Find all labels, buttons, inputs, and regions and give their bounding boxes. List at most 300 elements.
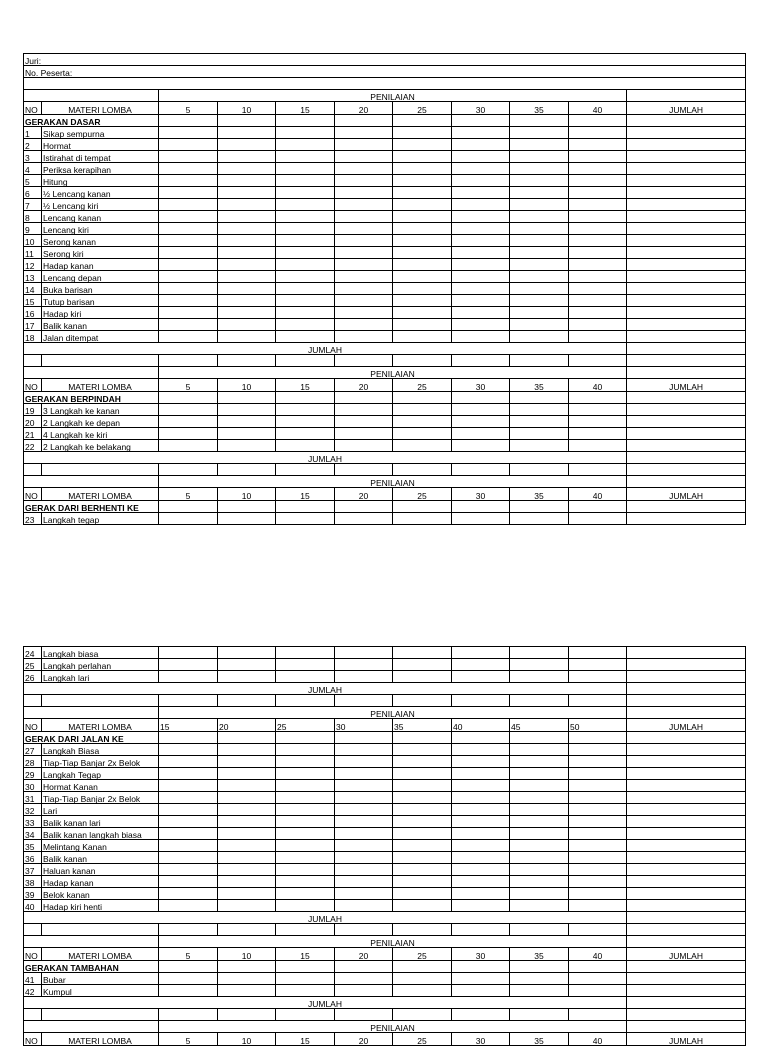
score-cell[interactable] [393,235,452,247]
score-cell[interactable] [510,756,569,768]
score-cell[interactable] [335,876,393,888]
score-cell[interactable] [276,671,335,683]
score-cell[interactable] [218,768,276,780]
score-cell[interactable] [393,828,452,840]
score-cell[interactable] [335,283,393,295]
score-cell[interactable] [159,756,218,768]
score-cell[interactable] [510,768,569,780]
score-cell[interactable] [218,223,276,235]
jumlah-cell[interactable] [627,501,746,513]
score-cell[interactable] [276,428,335,440]
score-cell[interactable] [335,440,393,452]
score-cell[interactable] [335,115,393,127]
score-cell[interactable] [569,223,627,235]
score-cell[interactable] [276,115,335,127]
score-cell[interactable] [276,828,335,840]
score-cell[interactable] [335,235,393,247]
score-cell[interactable] [510,307,569,319]
score-cell[interactable] [218,840,276,852]
jumlah-cell[interactable] [627,744,746,756]
score-cell[interactable] [569,659,627,671]
jumlah-cell[interactable] [627,235,746,247]
score-cell[interactable] [218,876,276,888]
score-cell[interactable] [393,732,452,744]
score-cell[interactable] [452,271,510,283]
score-cell[interactable] [218,211,276,223]
score-cell[interactable] [510,235,569,247]
score-cell[interactable] [335,732,393,744]
score-cell[interactable] [452,961,510,973]
peserta-label[interactable]: No. Peserta: [24,66,746,78]
score-cell[interactable] [218,331,276,343]
score-cell[interactable] [335,416,393,428]
score-cell[interactable] [569,900,627,912]
jumlah-cell[interactable] [627,816,746,828]
score-cell[interactable] [159,283,218,295]
score-cell[interactable] [393,151,452,163]
score-cell[interactable] [276,647,335,659]
score-cell[interactable] [335,961,393,973]
total-value-cell[interactable] [627,452,746,464]
score-cell[interactable] [510,175,569,187]
score-cell[interactable] [393,416,452,428]
score-cell[interactable] [159,501,218,513]
score-cell[interactable] [510,151,569,163]
score-cell[interactable] [335,259,393,271]
score-cell[interactable] [510,416,569,428]
jumlah-cell[interactable] [627,768,746,780]
score-cell[interactable] [510,792,569,804]
score-cell[interactable] [276,744,335,756]
score-cell[interactable] [393,985,452,997]
jumlah-cell[interactable] [627,888,746,900]
score-cell[interactable] [510,659,569,671]
score-cell[interactable] [218,828,276,840]
score-cell[interactable] [569,115,627,127]
score-cell[interactable] [452,828,510,840]
jumlah-cell[interactable] [627,852,746,864]
score-cell[interactable] [452,973,510,985]
score-cell[interactable] [452,501,510,513]
jumlah-cell[interactable] [627,175,746,187]
score-cell[interactable] [393,139,452,151]
score-cell[interactable] [335,804,393,816]
score-cell[interactable] [393,259,452,271]
score-cell[interactable] [569,828,627,840]
score-cell[interactable] [452,199,510,211]
score-cell[interactable] [159,211,218,223]
score-cell[interactable] [393,671,452,683]
score-cell[interactable] [452,139,510,151]
score-cell[interactable] [159,792,218,804]
score-cell[interactable] [159,271,218,283]
score-cell[interactable] [159,428,218,440]
score-cell[interactable] [569,331,627,343]
score-cell[interactable] [510,513,569,525]
score-cell[interactable] [159,404,218,416]
score-cell[interactable] [276,199,335,211]
jumlah-cell[interactable] [627,247,746,259]
score-cell[interactable] [218,744,276,756]
score-cell[interactable] [218,864,276,876]
score-cell[interactable] [276,804,335,816]
score-cell[interactable] [159,732,218,744]
score-cell[interactable] [393,804,452,816]
score-cell[interactable] [218,151,276,163]
score-cell[interactable] [452,392,510,404]
jumlah-cell[interactable] [627,961,746,973]
score-cell[interactable] [510,199,569,211]
score-cell[interactable] [276,211,335,223]
score-cell[interactable] [510,127,569,139]
score-cell[interactable] [510,985,569,997]
score-cell[interactable] [276,501,335,513]
score-cell[interactable] [276,223,335,235]
score-cell[interactable] [510,828,569,840]
score-cell[interactable] [569,513,627,525]
jumlah-cell[interactable] [627,283,746,295]
score-cell[interactable] [159,876,218,888]
score-cell[interactable] [335,223,393,235]
score-cell[interactable] [569,416,627,428]
score-cell[interactable] [159,888,218,900]
score-cell[interactable] [276,961,335,973]
score-cell[interactable] [452,744,510,756]
score-cell[interactable] [510,211,569,223]
score-cell[interactable] [452,295,510,307]
score-cell[interactable] [510,876,569,888]
score-cell[interactable] [452,780,510,792]
score-cell[interactable] [276,659,335,671]
score-cell[interactable] [159,440,218,452]
score-cell[interactable] [159,307,218,319]
score-cell[interactable] [510,295,569,307]
score-cell[interactable] [569,756,627,768]
score-cell[interactable] [276,985,335,997]
jumlah-cell[interactable] [627,985,746,997]
score-cell[interactable] [335,307,393,319]
score-cell[interactable] [335,247,393,259]
score-cell[interactable] [569,199,627,211]
score-cell[interactable] [510,440,569,452]
score-cell[interactable] [218,199,276,211]
score-cell[interactable] [510,392,569,404]
score-cell[interactable] [218,416,276,428]
score-cell[interactable] [218,961,276,973]
score-cell[interactable] [510,283,569,295]
score-cell[interactable] [452,151,510,163]
jumlah-cell[interactable] [627,115,746,127]
score-cell[interactable] [276,768,335,780]
score-cell[interactable] [393,876,452,888]
score-cell[interactable] [452,319,510,331]
score-cell[interactable] [276,900,335,912]
score-cell[interactable] [218,247,276,259]
score-cell[interactable] [276,163,335,175]
score-cell[interactable] [159,852,218,864]
score-cell[interactable] [218,804,276,816]
score-cell[interactable] [393,513,452,525]
score-cell[interactable] [510,961,569,973]
score-cell[interactable] [510,271,569,283]
score-cell[interactable] [569,127,627,139]
jumlah-cell[interactable] [627,259,746,271]
score-cell[interactable] [159,768,218,780]
total-value-cell[interactable] [627,683,746,695]
score-cell[interactable] [393,331,452,343]
score-cell[interactable] [452,235,510,247]
score-cell[interactable] [569,985,627,997]
jumlah-cell[interactable] [627,416,746,428]
score-cell[interactable] [452,768,510,780]
score-cell[interactable] [335,671,393,683]
score-cell[interactable] [159,175,218,187]
score-cell[interactable] [452,852,510,864]
score-cell[interactable] [159,816,218,828]
jumlah-cell[interactable] [627,732,746,744]
score-cell[interactable] [393,187,452,199]
score-cell[interactable] [452,804,510,816]
jumlah-cell[interactable] [627,973,746,985]
total-value-cell[interactable] [627,343,746,355]
score-cell[interactable] [276,295,335,307]
score-cell[interactable] [335,428,393,440]
score-cell[interactable] [510,900,569,912]
score-cell[interactable] [159,163,218,175]
score-cell[interactable] [569,271,627,283]
score-cell[interactable] [276,187,335,199]
score-cell[interactable] [452,163,510,175]
score-cell[interactable] [510,331,569,343]
score-cell[interactable] [569,392,627,404]
score-cell[interactable] [393,163,452,175]
jumlah-cell[interactable] [627,199,746,211]
score-cell[interactable] [276,816,335,828]
score-cell[interactable] [276,151,335,163]
score-cell[interactable] [510,187,569,199]
jumlah-cell[interactable] [627,211,746,223]
score-cell[interactable] [276,307,335,319]
score-cell[interactable] [510,319,569,331]
score-cell[interactable] [159,115,218,127]
score-cell[interactable] [218,985,276,997]
score-cell[interactable] [452,440,510,452]
score-cell[interactable] [393,852,452,864]
score-cell[interactable] [510,804,569,816]
score-cell[interactable] [452,513,510,525]
score-cell[interactable] [393,283,452,295]
score-cell[interactable] [276,513,335,525]
score-cell[interactable] [510,115,569,127]
score-cell[interactable] [218,732,276,744]
score-cell[interactable] [569,864,627,876]
score-cell[interactable] [452,404,510,416]
score-cell[interactable] [510,223,569,235]
score-cell[interactable] [452,864,510,876]
score-cell[interactable] [335,852,393,864]
score-cell[interactable] [276,259,335,271]
score-cell[interactable] [335,151,393,163]
score-cell[interactable] [335,392,393,404]
score-cell[interactable] [510,816,569,828]
score-cell[interactable] [159,647,218,659]
score-cell[interactable] [569,319,627,331]
jumlah-cell[interactable] [627,331,746,343]
score-cell[interactable] [393,768,452,780]
score-cell[interactable] [569,840,627,852]
score-cell[interactable] [218,816,276,828]
score-cell[interactable] [335,816,393,828]
score-cell[interactable] [276,973,335,985]
score-cell[interactable] [218,973,276,985]
score-cell[interactable] [335,404,393,416]
score-cell[interactable] [276,780,335,792]
score-cell[interactable] [276,756,335,768]
score-cell[interactable] [452,127,510,139]
score-cell[interactable] [569,428,627,440]
score-cell[interactable] [452,816,510,828]
score-cell[interactable] [335,768,393,780]
jumlah-cell[interactable] [627,792,746,804]
score-cell[interactable] [218,852,276,864]
jumlah-cell[interactable] [627,163,746,175]
score-cell[interactable] [452,115,510,127]
score-cell[interactable] [510,732,569,744]
jumlah-cell[interactable] [627,428,746,440]
jumlah-cell[interactable] [627,127,746,139]
score-cell[interactable] [276,331,335,343]
score-cell[interactable] [218,671,276,683]
score-cell[interactable] [335,199,393,211]
score-cell[interactable] [335,659,393,671]
score-cell[interactable] [510,247,569,259]
score-cell[interactable] [335,792,393,804]
score-cell[interactable] [569,211,627,223]
score-cell[interactable] [159,392,218,404]
score-cell[interactable] [159,319,218,331]
score-cell[interactable] [335,900,393,912]
score-cell[interactable] [218,175,276,187]
score-cell[interactable] [218,659,276,671]
score-cell[interactable] [218,513,276,525]
score-cell[interactable] [218,271,276,283]
score-cell[interactable] [393,744,452,756]
jumlah-cell[interactable] [627,271,746,283]
score-cell[interactable] [393,247,452,259]
total-value-cell[interactable] [627,912,746,924]
score-cell[interactable] [569,647,627,659]
score-cell[interactable] [452,428,510,440]
score-cell[interactable] [393,199,452,211]
score-cell[interactable] [218,900,276,912]
score-cell[interactable] [393,900,452,912]
jumlah-cell[interactable] [627,307,746,319]
score-cell[interactable] [569,307,627,319]
score-cell[interactable] [276,732,335,744]
jumlah-cell[interactable] [627,671,746,683]
score-cell[interactable] [510,163,569,175]
score-cell[interactable] [393,404,452,416]
score-cell[interactable] [393,973,452,985]
score-cell[interactable] [159,151,218,163]
score-cell[interactable] [159,985,218,997]
score-cell[interactable] [218,295,276,307]
score-cell[interactable] [393,307,452,319]
score-cell[interactable] [276,852,335,864]
score-cell[interactable] [452,223,510,235]
jumlah-cell[interactable] [627,659,746,671]
score-cell[interactable] [218,392,276,404]
score-cell[interactable] [569,804,627,816]
score-cell[interactable] [452,840,510,852]
score-cell[interactable] [218,647,276,659]
score-cell[interactable] [510,852,569,864]
score-cell[interactable] [569,163,627,175]
score-cell[interactable] [569,259,627,271]
score-cell[interactable] [335,295,393,307]
score-cell[interactable] [218,163,276,175]
score-cell[interactable] [335,973,393,985]
score-cell[interactable] [159,139,218,151]
score-cell[interactable] [335,647,393,659]
score-cell[interactable] [569,139,627,151]
score-cell[interactable] [335,331,393,343]
score-cell[interactable] [159,864,218,876]
score-cell[interactable] [393,392,452,404]
score-cell[interactable] [159,247,218,259]
score-cell[interactable] [276,319,335,331]
jumlah-cell[interactable] [627,139,746,151]
score-cell[interactable] [218,780,276,792]
score-cell[interactable] [276,792,335,804]
score-cell[interactable] [218,307,276,319]
score-cell[interactable] [159,744,218,756]
score-cell[interactable] [393,295,452,307]
score-cell[interactable] [159,659,218,671]
score-cell[interactable] [569,440,627,452]
jumlah-cell[interactable] [627,295,746,307]
score-cell[interactable] [510,647,569,659]
jumlah-cell[interactable] [627,392,746,404]
score-cell[interactable] [393,440,452,452]
jumlah-cell[interactable] [627,151,746,163]
score-cell[interactable] [393,271,452,283]
score-cell[interactable] [393,864,452,876]
score-cell[interactable] [159,416,218,428]
score-cell[interactable] [393,780,452,792]
score-cell[interactable] [335,840,393,852]
score-cell[interactable] [159,235,218,247]
score-cell[interactable] [335,175,393,187]
score-cell[interactable] [452,792,510,804]
score-cell[interactable] [335,139,393,151]
score-cell[interactable] [569,501,627,513]
score-cell[interactable] [393,840,452,852]
score-cell[interactable] [276,392,335,404]
score-cell[interactable] [218,187,276,199]
jumlah-cell[interactable] [627,440,746,452]
score-cell[interactable] [159,223,218,235]
score-cell[interactable] [510,864,569,876]
jumlah-cell[interactable] [627,756,746,768]
score-cell[interactable] [159,295,218,307]
score-cell[interactable] [452,247,510,259]
score-cell[interactable] [569,175,627,187]
score-cell[interactable] [510,428,569,440]
score-cell[interactable] [569,671,627,683]
score-cell[interactable] [569,792,627,804]
jumlah-cell[interactable] [627,223,746,235]
